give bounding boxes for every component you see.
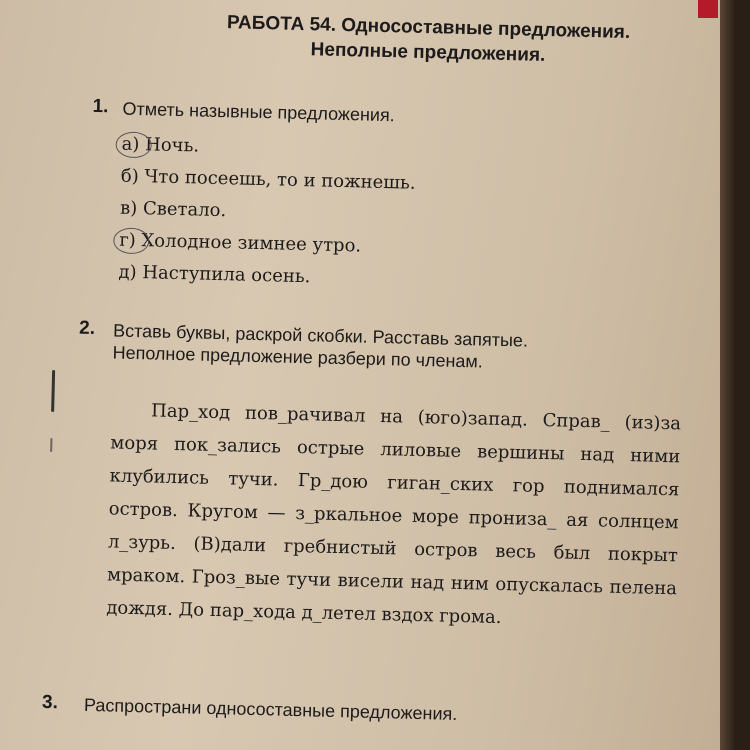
task-1-instruction: Отметь назывные предложения.: [122, 98, 395, 126]
task-2-instruction-line-1: Вставь буквы, раскрой скобки. Расставь запятые.: [112, 320, 529, 351]
margin-pencil-mark: [51, 370, 55, 412]
task-2-number: 2.: [78, 317, 96, 340]
task-2-instruction: [112, 319, 683, 377]
task-1-option-c: в) Светало.: [119, 197, 227, 222]
title-line-2: Неполные предложения.: [310, 39, 546, 66]
page-title: [158, 8, 699, 71]
task-2-instruction-line-2: Неполное предложение разбери по членам.: [112, 342, 484, 372]
task-3-instruction: Распространи односоставные предложения.: [83, 694, 458, 724]
page-edge: [720, 0, 735, 750]
task-1-option-a: а) Ночь.: [121, 134, 199, 157]
title-line-1: РАБОТА 54. Односоставные предложения.: [226, 12, 631, 44]
task-3-number: 3.: [41, 691, 59, 714]
task-1-number: 1.: [92, 95, 109, 118]
task-1-option-d: г) Холодное зимнее утро.: [119, 230, 361, 257]
task-1-option-b: б) Что посеешь, то и пожнешь.: [120, 165, 416, 194]
task-1-option-e: д) Наступила осень.: [118, 261, 311, 288]
margin-pencil-mark: [50, 438, 52, 452]
task-2-exercise-text: Пар_ход пов_рачивал на (юго)запад. Справ_ (из)за моря пок_зались острые лиловые вершины над ними клубились тучи. Гр_дою гиган_ских гор поднимался остров. Кругом — з_ркальное море прониза_ ая солнцем л_зурь. (В)дали гребнистый остров весь был покрыт мраком. Гроз_вые тучи висели над ним опускалась пелена дождя. До пар_хода д_летел вздох грома.: [106, 400, 682, 629]
